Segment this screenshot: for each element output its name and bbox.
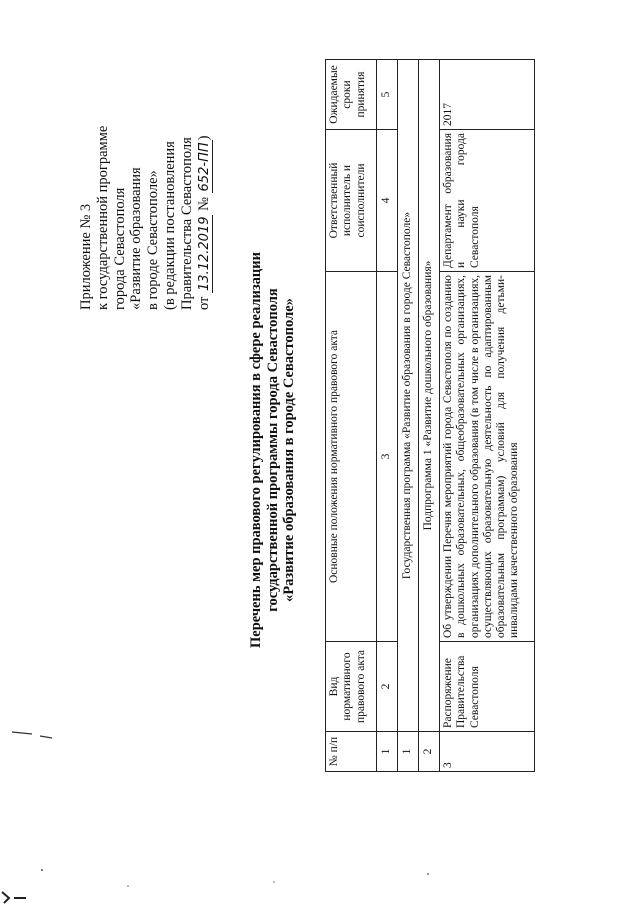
column-number: 1 <box>377 732 398 772</box>
appendix-header <box>78 50 213 310</box>
document-title <box>248 240 298 660</box>
title-line-3: «Развитие образования в городе Севастополе» <box>281 298 297 602</box>
appendix-line-4: «Развитие образования <box>128 167 145 310</box>
column-number: 3 <box>377 272 398 642</box>
scan-mark-dash <box>10 728 70 742</box>
appendix-line-2: к государственной программе <box>94 125 111 310</box>
provisions-cell: Об утверждении Перечня мероприятий города Севастополя по созданию в дошкольных образовательных, общеобразовательных организациях, организациях дополнительного образования (в том числе в организациях, осуществляющих образовательную деятельность по адаптированным образовательным программам) условий для получения детьми-инвалидами качественного образования <box>440 272 535 642</box>
handwritten-number: 652-ПП <box>196 142 212 192</box>
appendix-date-line <box>196 50 214 310</box>
table-header-row <box>326 60 377 772</box>
appendix-line-6: (в редакции постановления <box>161 141 178 310</box>
regulation-table <box>325 59 535 772</box>
closing-paren: ) <box>195 135 212 141</box>
appendix-line-1: Приложение № 3 <box>78 203 94 310</box>
title-line-1: Перечень мер правового регулирования в сфере реализации <box>248 252 264 648</box>
column-number: 4 <box>377 130 398 272</box>
column-number: 2 <box>377 642 398 732</box>
scan-dots <box>38 856 458 896</box>
deadline-cell: 2017 <box>440 60 535 130</box>
subprogram-title: Подпрограмма 1 «Развитие дошкольного образования» <box>419 60 440 732</box>
appendix-line-5: в городе Севастополе» <box>145 170 162 310</box>
row-number: 2 <box>419 732 440 772</box>
appendix-line-3: города Севастополя <box>111 187 128 310</box>
handwritten-date: 13.12.2019 <box>196 216 212 291</box>
header-provisions: Основные положения нормативного правового акта <box>326 272 377 642</box>
executor-cell: Департамент образования и науки города Севастополя <box>440 130 535 272</box>
date-prefix: от <box>195 296 212 310</box>
header-executor: Ответственный исполнитель и соисполнители <box>326 130 377 272</box>
program-title: Государственная программа «Развитие образования в городе Севастополе» <box>398 60 419 732</box>
header-deadline: Ожидаемые сроки принятия <box>326 60 377 130</box>
table-row-subprogram <box>419 60 440 772</box>
table-row-program <box>398 60 419 772</box>
header-num: № п/п <box>326 732 377 772</box>
act-type-cell: Распоряжение Правительства Севастополя <box>440 642 535 732</box>
table-row <box>440 60 535 772</box>
column-number-row <box>377 60 398 772</box>
header-act-type: Вид нормативного правового акта <box>326 642 377 732</box>
row-number: 3 <box>440 732 535 772</box>
row-number: 1 <box>398 732 419 772</box>
appendix-line-7: Правительства Севастополя <box>178 137 195 310</box>
column-number: 5 <box>377 60 398 130</box>
number-prefix: № <box>195 197 212 211</box>
scan-mark-corner <box>0 888 32 905</box>
title-line-2: государственной программы города Севастополя <box>264 288 281 612</box>
